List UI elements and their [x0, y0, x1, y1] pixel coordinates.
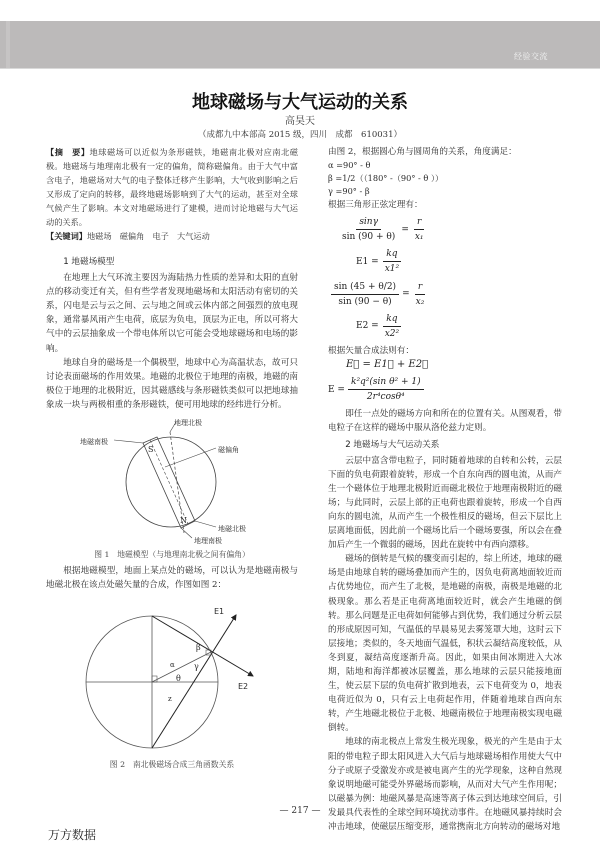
equation-gamma: γ =90° - β: [328, 186, 370, 197]
eq3-rhs-numerator: r: [415, 280, 425, 295]
equation-2: [356, 247, 562, 276]
article-affiliation: （成都九中本部高 2015 级，四川 成都 610031）: [198, 130, 402, 140]
equation-4: [356, 312, 562, 341]
keywords: [46, 229, 298, 243]
equation-6: [328, 375, 562, 404]
label-n-pole: N: [180, 516, 187, 526]
abstract-label: 【摘 要】: [46, 147, 90, 157]
eq2-denominator: x1²: [384, 264, 400, 275]
watermark: 万方数据: [48, 828, 97, 842]
eq1-denominator: sin (90 + θ): [342, 232, 396, 243]
figure-2: [46, 596, 298, 756]
label-mag-south: 地磁南极: [80, 438, 108, 447]
eq1-numerator: sinγ: [356, 215, 381, 230]
paragraph: 云层中富含带电粒子，同时随着地球的自转和公转，云层下面的负电荷跟着旋转，形成一个自东向西的圆电流，从而产生一个磁体位于地理北极附近而磁北极位于地理南极附近的磁场；与此同时，云层上部的正电荷也跟着旋转，形成一个自西向东的圆电流，从而产生一个极性相反的磁场，但云下层比上层离地面低，因此前一个磁场比后一个磁场要强，所以会在叠加后产生一个微弱的磁场，因此在旋转中有西向漂移。: [328, 455, 562, 551]
header-decoration: [6, 21, 10, 68]
section2-heading: 2 地磁场与大气运动关系: [345, 439, 440, 450]
paragraph: 地球自身的磁场是一个偶极型，地球中心为高温状态，故可只讨论表面磁场的作用效果。地磁的北极位于地理的南极，地磁的南极位于地理的北极附近，因其磁感线与条形磁铁类似可以把地球抽象成一块与两极相重的条形磁铁，便可用地球的经纬进行分析。: [46, 357, 298, 410]
eq6-lhs: E =: [328, 384, 345, 395]
paragraph: 磁场的倒转是气候的骤变而引起的，综上所述，地球的磁场是由地球自转的磁场叠加而产生的，因负电荷离地面较近而占优势地位，而产生了北极，是地磁的南极，南极是地磁的北极现象。那么若是正电荷离地面较近时，就会产生地磁的倒转。那么问题是正电荷如何能够占到优势，我们通过分析云层的形成原因可知，气温低的早晨易见去雾笼罩大地，这时云下层接地；类似的，冬天地面气温低，积状云凝结高度较低，从冬到夏，凝结高度逐渐升高。因此，如果由间冰期进入大冰期，陆地和海洋都被冰层覆盖，那么地球的云层只能接地面生，使云层下层的负电荷扩散到地表，云下电荷变为 0，地表电荷近似为 0，只有云上电荷起作用，伴随着地球自西向东转，产生地磁北极位于北极、地磁南极位于地理南极实现电磁倒转。: [328, 554, 562, 734]
right-column: [328, 145, 562, 834]
eq4-numerator: kq: [383, 312, 400, 327]
section-label: 经验交流: [514, 52, 548, 61]
paragraph: 由图 2，根据圆心角与圆周角的关系，角度满足：: [328, 147, 517, 157]
eq1-rhs-denominator: x₁: [414, 232, 424, 243]
equation-3: $\frac{\sin (45 + \theta/2)}{\sin (90 - \theta)}$ = $\frac{r}{\text{x₂}}$: [328, 280, 562, 309]
paragraph: 即任一点处的磁场方向和所在的位置有关。从图观看，带电粒子在这样的磁场中服从洛伦兹力定则。: [328, 409, 562, 434]
eq6-numerator: k²q²(sin θ² + 1): [348, 375, 424, 390]
label-beta: β: [196, 643, 201, 653]
eq3-denominator: sin (90 − θ): [338, 296, 392, 307]
label-declination: 磁偏角: [218, 446, 239, 455]
label-theta: θ: [176, 674, 181, 684]
paragraph: 地球的南北极点上常发生极光现象，极光的产生是由于太阳的带电粒子即太阳风进入大气后与地球磁场相作用使大气中分子或原子受激发亦或是被电离产生的光学现象，这种自然现象说明地磁可能受外界磁场而影响，从而对大气产生作用呢；以磁暴为例：地磁风暴是高速等离子体云到达地球空间后，引发最具代表性的全球空间环境扰动事件。在地磁风暴持续时会冲击地球，使磁层压缩变形，通常携南北方向转动的磁场对地: [328, 737, 562, 833]
equation-1: $\frac{\sin\gamma}{\sin (90 + \theta)}$ = $\frac{r}{\text{x₁}}$: [336, 215, 562, 244]
field-synthesis-diagram: [46, 596, 298, 756]
paragraph: 根据地磁模型，地面上某点处的磁场，可以认为是地磁南极与地磁北极在该点处磁矢量的合成，作图如图 2：: [46, 566, 298, 591]
label-e1: E1: [214, 607, 225, 617]
equation-alpha: α =90° - θ: [328, 160, 371, 171]
label-geo-south: 地理南极: [194, 537, 222, 546]
abstract-text: 地球磁场可以近似为条形磁铁，地磁南北极对应南北磁极。地磁场与地理南北极有一定的偏角，简称磁偏角。由于大气中富含电子，地磁场对大气的电子整体迁移产生影响，大气收到影响之后又形成了定向的转移，最终地磁场影响到了大气的运动，甚至对全球气候产生了影响。本文对地磁场进行了建模，进而讨论地磁与大气运动的关系。: [46, 147, 298, 227]
equation-beta: β =1/2（（180° -（90° - θ ））: [328, 173, 444, 184]
label-z: z: [168, 695, 172, 704]
section-header-bar: [0, 21, 600, 69]
figure-1-caption: 图 1 地磁模型（与地理南北极之间有偏角）: [94, 550, 250, 560]
label-geo-north: 地理北极: [174, 419, 202, 428]
eq1-rhs-numerator: r: [414, 215, 424, 230]
article-title: 地球磁场与大气运动的关系: [192, 92, 408, 113]
equation-5: E⃗ = E1⃗ + E2⃗: [346, 359, 429, 371]
paragraph: 根据三角形正弦定理有：: [328, 200, 423, 211]
section1-heading: 1 地磁场模型: [63, 257, 115, 267]
eq4-denominator: x2²: [384, 328, 400, 339]
page-number: — 217 —: [279, 806, 321, 816]
label-gamma: γ: [194, 662, 199, 672]
paragraph: 在地理上大气环流主要因为海陆热力性质的差异和太阳的直射点的移动变迁有关，但有些学者发现地磁场和太阳活动有密切的关系，闪电是云与云之间、云与地之间或云体内部之间强烈的放电现象，通常暴风雨产生电荷，底层为负电，顶层为正电，所以可将大气中的云层抽象成一个带电体所以它可能会受地球磁场和电场的影响。: [46, 273, 298, 354]
figure-1: [46, 418, 298, 546]
label-mag-north: 地磁北极: [218, 525, 246, 534]
left-column: [46, 145, 298, 774]
paragraph: 根据矢量合成法则有：: [328, 345, 414, 356]
eq2-lhs: E1 =: [356, 256, 379, 267]
eq3-numerator: sin (45 + θ/2): [331, 280, 399, 295]
label-alpha: α: [170, 661, 175, 670]
article-author: 高昊天: [285, 116, 315, 127]
eq6-denominator: 2r⁴cosθ⁴: [366, 392, 405, 403]
eq4-lhs: E2 =: [356, 321, 379, 332]
label-e2: E2: [238, 682, 249, 692]
eq3-rhs-denominator: x₂: [415, 296, 425, 307]
label-s-pole: S: [148, 445, 154, 455]
keywords-text: 地磁场 磁偏角 电子 大气运动: [86, 231, 210, 241]
abstract: [46, 145, 298, 229]
keywords-label: 【关键词】: [46, 231, 87, 241]
figure-2-caption: 图 2 南北极磁场合成三角函数关系: [109, 760, 235, 770]
eq2-numerator: kq: [383, 247, 400, 262]
